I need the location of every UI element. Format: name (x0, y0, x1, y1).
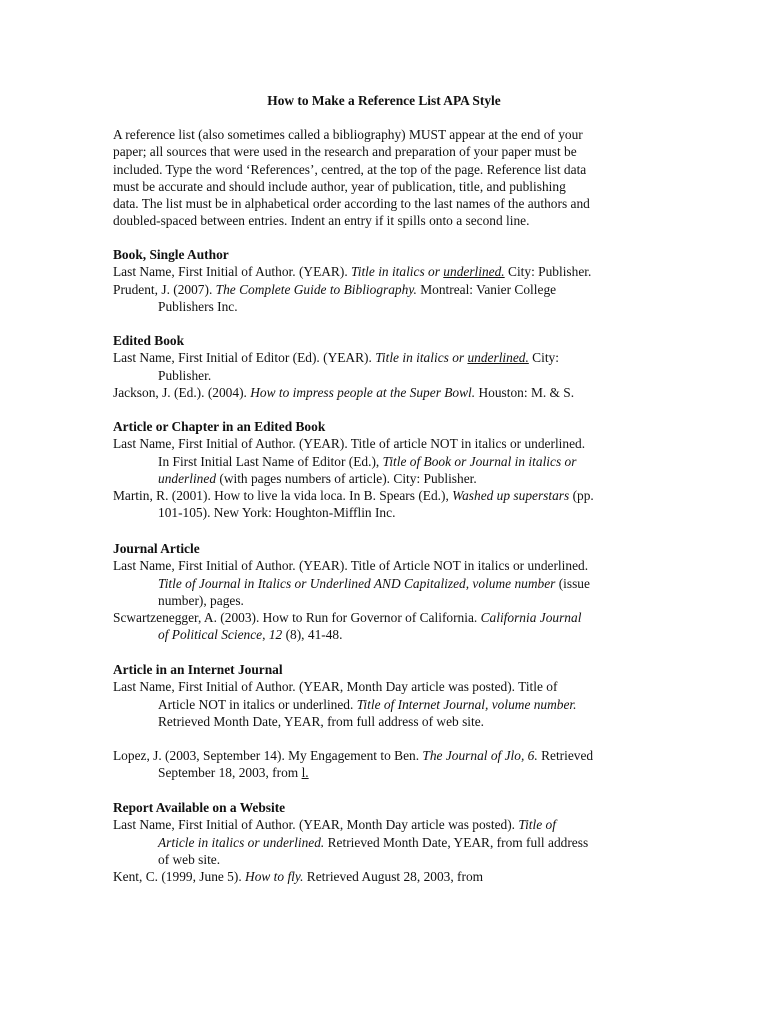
entry-italic-text: underlined (158, 470, 217, 486)
example-entry (113, 609, 673, 644)
entry-italic-text: The Complete Guide to Bibliography. (215, 281, 417, 297)
entry-italic-text: Title of Journal in Italics or Underlined AND Capitalized, volume number (158, 575, 556, 591)
example-entry (113, 747, 673, 782)
entry-italic-text: Article in italics or underlined. (158, 834, 325, 850)
section-edited-book (113, 332, 673, 401)
entry-text: of web site. (158, 851, 221, 867)
section-heading: Journal Article (113, 541, 200, 556)
entry-text: Publishers Inc. (158, 298, 238, 314)
entry-spacer (113, 730, 673, 747)
entry-text: Publisher. (158, 367, 212, 383)
example-entry (113, 868, 673, 885)
entry-text: September 18, 2003, from (158, 765, 302, 781)
section-heading: Edited Book (113, 333, 185, 348)
entry-text: Last Name, First Initial of Author. (YEAR, Month Day article was posted). Title of (113, 679, 558, 695)
entry-italic-text: of Political Science (158, 627, 263, 643)
entry-text: Last Name, First Initial of Editor (Ed). (YEAR). (113, 350, 376, 366)
intro-line: included. Type the word ‘References’, centred, at the top of the page. Reference list data (113, 161, 587, 177)
entry-italic-text: 12 (268, 627, 283, 643)
intro-line: must be accurate and should include author, year of publication, title, and publishing (113, 178, 566, 194)
entry-italic-text: How to impress people at the Super Bowl. (250, 384, 476, 400)
entry-text: Retrieved Month Date, YEAR, from full address of web site. (158, 713, 485, 729)
entry-text: Last Name, First Initial of Author. (YEAR). Title of Article NOT in italics or underlined. (113, 558, 589, 574)
format-entry (113, 349, 673, 384)
example-link[interactable]: l. (301, 765, 309, 781)
entry-text: 101-105). New York: Houghton-Mifflin Inc. (158, 505, 396, 521)
entry-italic-text: California Journal (480, 610, 582, 626)
entry-text: In First Initial Last Name of Editor (Ed.), (158, 453, 383, 469)
entry-text: Retrieved Month Date, YEAR, from full address (324, 834, 589, 850)
entry-text: Montreal: Vanier College (416, 281, 557, 297)
entry-text: , (262, 627, 269, 643)
entry-text: (issue (555, 575, 590, 591)
section-heading: Article or Chapter in an Edited Book (113, 419, 326, 434)
entry-text: Kent, C. (1999, June 5). (113, 869, 246, 885)
entry-text: Lopez, J. (2003, September 14). My Engagement to Ben. (113, 748, 423, 764)
entry-text: Last Name, First Initial of Author. (YEAR). (113, 264, 352, 280)
section-heading: Article in an Internet Journal (113, 662, 283, 677)
entry-italic-text: Title in italics or (351, 264, 444, 280)
entry-text: City: Publisher. (504, 264, 592, 280)
entry-italic-text: Title of Book or Journal in italics or (382, 453, 577, 469)
entry-text: (pp. (569, 488, 594, 504)
entry-text: (with pages numbers of article). City: Publisher. (216, 470, 477, 486)
entry-text: Last Name, First Initial of Author. (YEAR). Title of article NOT in italics or underlined. (113, 436, 586, 452)
format-entry (113, 816, 673, 868)
entry-text: Retrieved (537, 748, 594, 764)
format-entry (113, 678, 673, 730)
section-heading: Book, Single Author (113, 247, 229, 262)
entry-text: Last Name, First Initial of Author. (YEAR, Month Day article was posted). (113, 817, 519, 833)
entry-text: Jackson, J. (Ed.). (2004). (113, 384, 251, 400)
entry-text: Prudent, J. (2007). (113, 281, 216, 297)
section-report-website (113, 799, 673, 885)
section-journal-article (113, 540, 673, 644)
format-entry (113, 263, 673, 280)
intro-line: doubled-spaced between entries. Indent an entry if it spills onto a second line. (113, 213, 530, 229)
section-heading: Report Available on a Website (113, 800, 286, 815)
entry-text: number), pages. (158, 592, 244, 608)
example-entry (113, 281, 673, 316)
intro-line: data. The list must be in alphabetical order according to the last names of the authors and (113, 196, 590, 212)
section-internet-journal (113, 661, 673, 782)
entry-text: Houston: M. & S. (475, 384, 575, 400)
entry-text: Article NOT in italics or underlined. (158, 696, 357, 712)
entry-underlined-text: underlined. (443, 264, 505, 280)
entry-text: (8), 41-48. (282, 627, 343, 643)
section-article-edited-book (113, 418, 673, 522)
entry-italic-text: How to fly. (245, 869, 304, 885)
page-title: How to Make a Reference List APA Style (267, 93, 501, 108)
entry-italic-text: The Journal of Jlo, 6. (422, 748, 538, 764)
intro-line: paper; all sources that were used in the research and preparation of your paper must be (113, 144, 577, 160)
intro-line: A reference list (also sometimes called a bibliography) MUST appear at the end of your (113, 127, 583, 142)
entry-text: Martin, R. (2001). How to live la vida loca. In B. Spears (Ed.), (113, 488, 453, 504)
section-book-single-author (113, 246, 673, 315)
entry-italic-text: Title in italics or (375, 350, 468, 366)
format-entry (113, 435, 673, 487)
entry-underlined-text: underlined. (467, 350, 529, 366)
entry-italic-text: Washed up superstars (452, 488, 570, 504)
entry-text: City: (528, 350, 559, 366)
entry-text: Retrieved August 28, 2003, from (303, 869, 484, 885)
intro-paragraph (113, 126, 658, 230)
entry-italic-text: Title of Internet Journal, volume number. (356, 696, 577, 712)
example-entry (113, 384, 673, 401)
example-entry (113, 487, 673, 522)
entry-italic-text: Title of (518, 817, 556, 833)
format-entry (113, 557, 673, 609)
entry-text: Scwartzenegger, A. (2003). How to Run for Governor of California. (113, 610, 481, 626)
